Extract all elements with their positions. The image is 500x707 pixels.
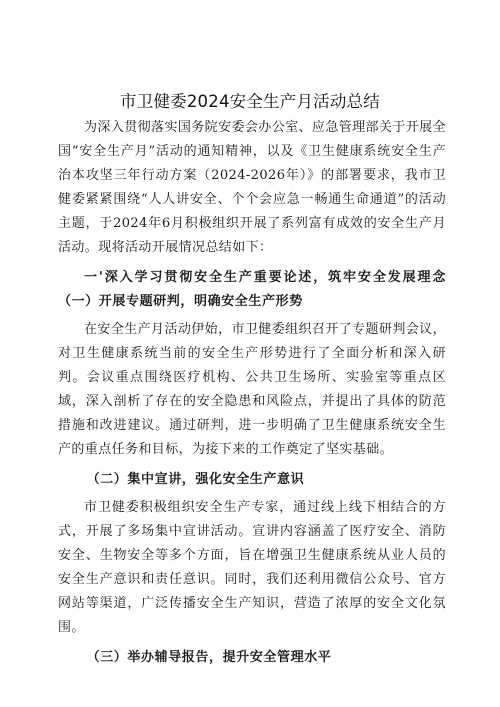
section-2-paragraph: 市卫健委积极组织安全生产专家，通过线上线下相结合的方式，开展了多场集中宣讲活动。宣讲内容涵盖了医疗安全、消防安全、生物安全等多个方面，旨在增强卫生健康系统从业人员的安全生产意识和责任意识。同时，我们还利用微信公众号、官方网站等渠道，广泛传播安全生产知识，营造了浓厚的安全文化氛围。	[58, 500, 446, 635]
section-1-paragraph: 在安全生产月活动伊始，市卫健委组织召开了专题研判会议，对卫生健康系统当前的安全生产形势进行了全面分析和深入研判。会议重点围绕医疗机构、公共卫生场所、实验室等重点区域，深入剖析了存在的安全隐患和风险点，并提出了具体的防范措施和改进建议。通过研判，进一步明确了卫生健康系统安全生产的重点任务和目标，为接下来的工作奠定了坚实基础。	[58, 322, 446, 457]
section-1-heading: 一'深入学习贯彻安全生产重要论述，筑牢安全发展理念（一）开展专题研判，明确安全生产形势	[58, 270, 446, 309]
section-2-heading: （二）集中宣讲，强化安全生产意识	[86, 472, 305, 487]
document-title: 市卫健委2024安全生产月活动总结	[120, 92, 380, 111]
intro-paragraph: 为深入贯彻落实国务院安委会办公室、应急管理部关于开展全国“安全生产月”活动的通知精神，以及《卫生健康系统安全生产治本攻坚三年行动方案（2024-2026年）》的部署要求，我市卫健委紧紧围绕“人人讲安全、个个会应急一畅通生命通道”的活动主题，于2024年6月积极组织开展了系列富有成效的安全生产月活动。现将活动开展情况总结如下：	[58, 120, 446, 255]
section-3-heading: （三）举办辅导报告，提升安全管理水平	[86, 650, 332, 665]
document-body	[58, 116, 446, 674]
